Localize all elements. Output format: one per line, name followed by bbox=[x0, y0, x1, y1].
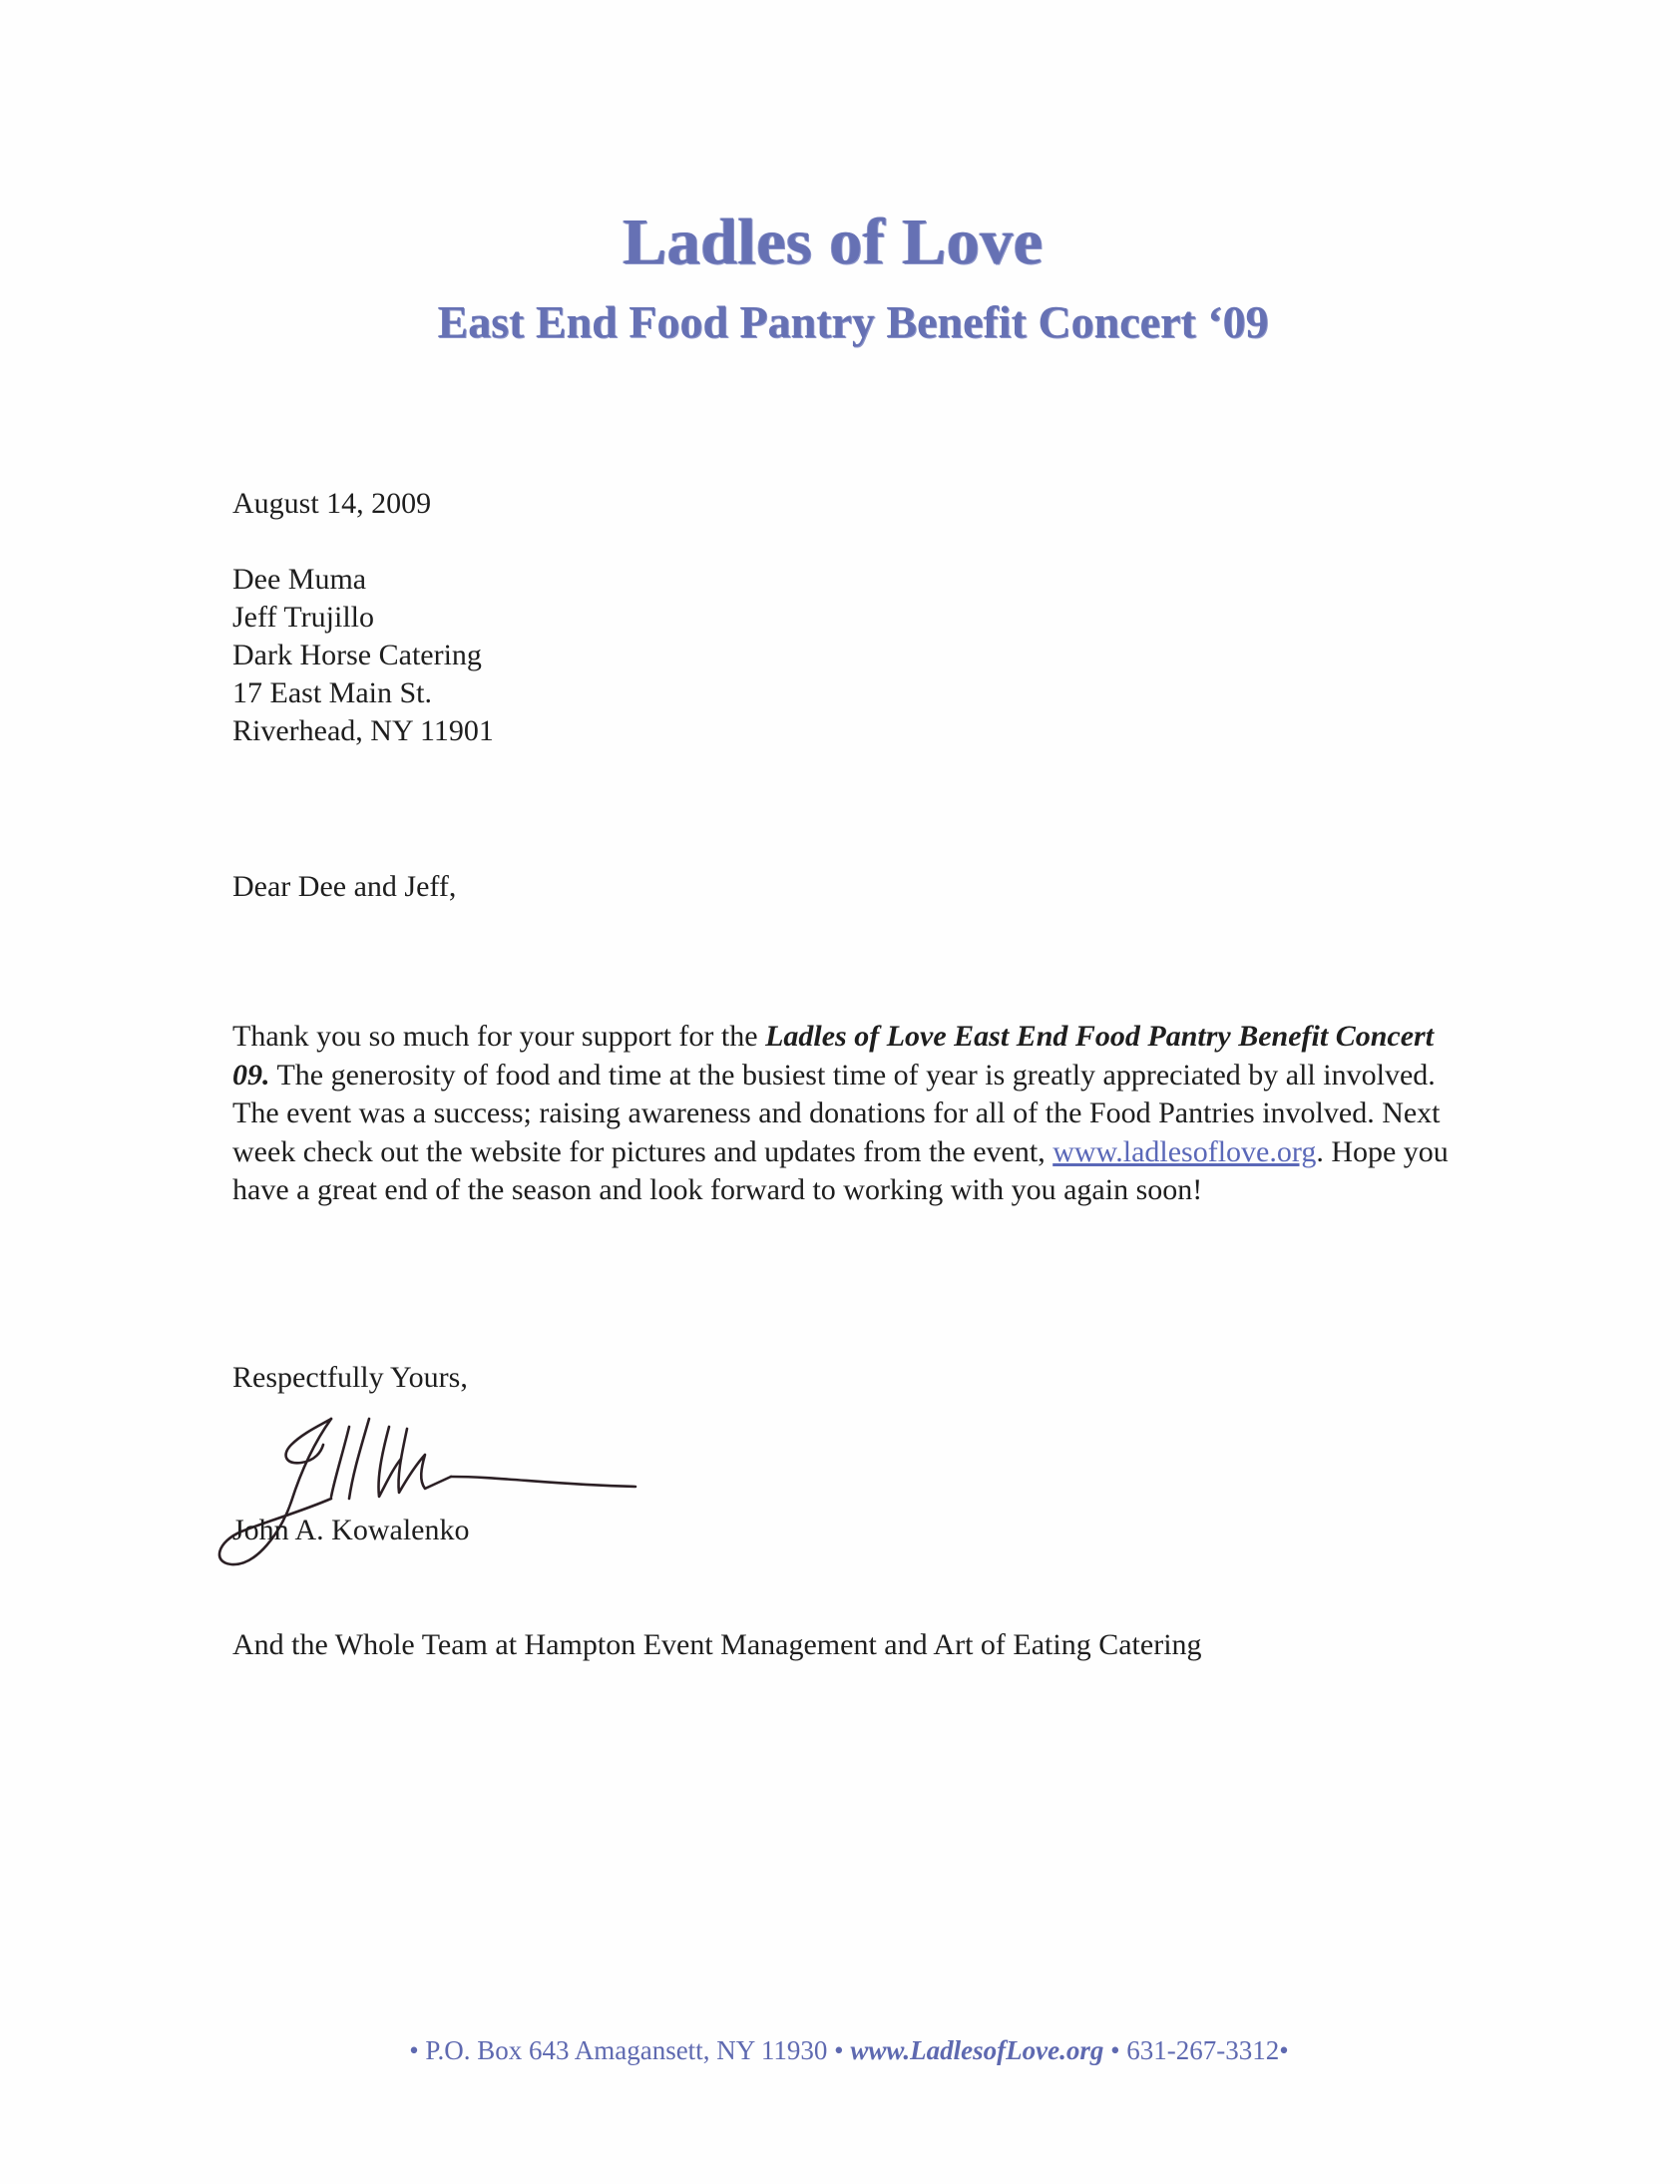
handwritten-signature bbox=[211, 1407, 650, 1576]
body-paragraph bbox=[232, 1018, 1460, 1210]
event-name: Ladles of Love East End Food Pantry Benefit Concert 09. bbox=[232, 1020, 1435, 1092]
footer-phone: • 631-267-3312• bbox=[1103, 2035, 1289, 2065]
team-line: And the Whole Team at Hampton Event Management and Art of Eating Catering bbox=[232, 1628, 1202, 1661]
recipient-line: Dee Muma bbox=[232, 563, 367, 596]
body-intro: Thank you so much for your support for the bbox=[232, 1020, 766, 1053]
letterhead-footer bbox=[16, 2035, 1680, 2066]
recipient-line: Riverhead, NY 11901 bbox=[232, 714, 494, 747]
recipient-line: Jeff Trujillo bbox=[232, 601, 374, 634]
letterhead-subtitle: East End Food Pantry Benefit Concert ‘09 bbox=[437, 296, 1269, 347]
letterhead-title: Ladles of Love bbox=[623, 206, 1044, 278]
recipient-address bbox=[232, 561, 494, 750]
salutation: Dear Dee and Jeff, bbox=[232, 870, 457, 903]
website-link[interactable]: www.ladlesoflove.org bbox=[1052, 1134, 1317, 1168]
body-middle: The generosity of food and time at the busiest time of year is greatly appreciated by all involved. The event was a success; raising awareness and donations for all of the Food Pantries involved. Next week check out the website for pictures and updates from the event, bbox=[232, 1058, 1441, 1168]
footer-address: • P.O. Box 643 Amagansett, NY 11930 • bbox=[409, 2035, 851, 2065]
letter-date: August 14, 2009 bbox=[232, 487, 432, 520]
closing: Respectfully Yours, bbox=[232, 1361, 468, 1394]
body-end: . Hope you have a great end of the season and look forward to working with you again soon! bbox=[232, 1134, 1449, 1206]
footer-website[interactable]: www.LadlesofLove.org bbox=[850, 2035, 1104, 2065]
signer-name: John A. Kowalenko bbox=[232, 1514, 470, 1546]
recipient-line: Dark Horse Catering bbox=[232, 639, 482, 671]
recipient-line: 17 East Main St. bbox=[232, 676, 432, 709]
